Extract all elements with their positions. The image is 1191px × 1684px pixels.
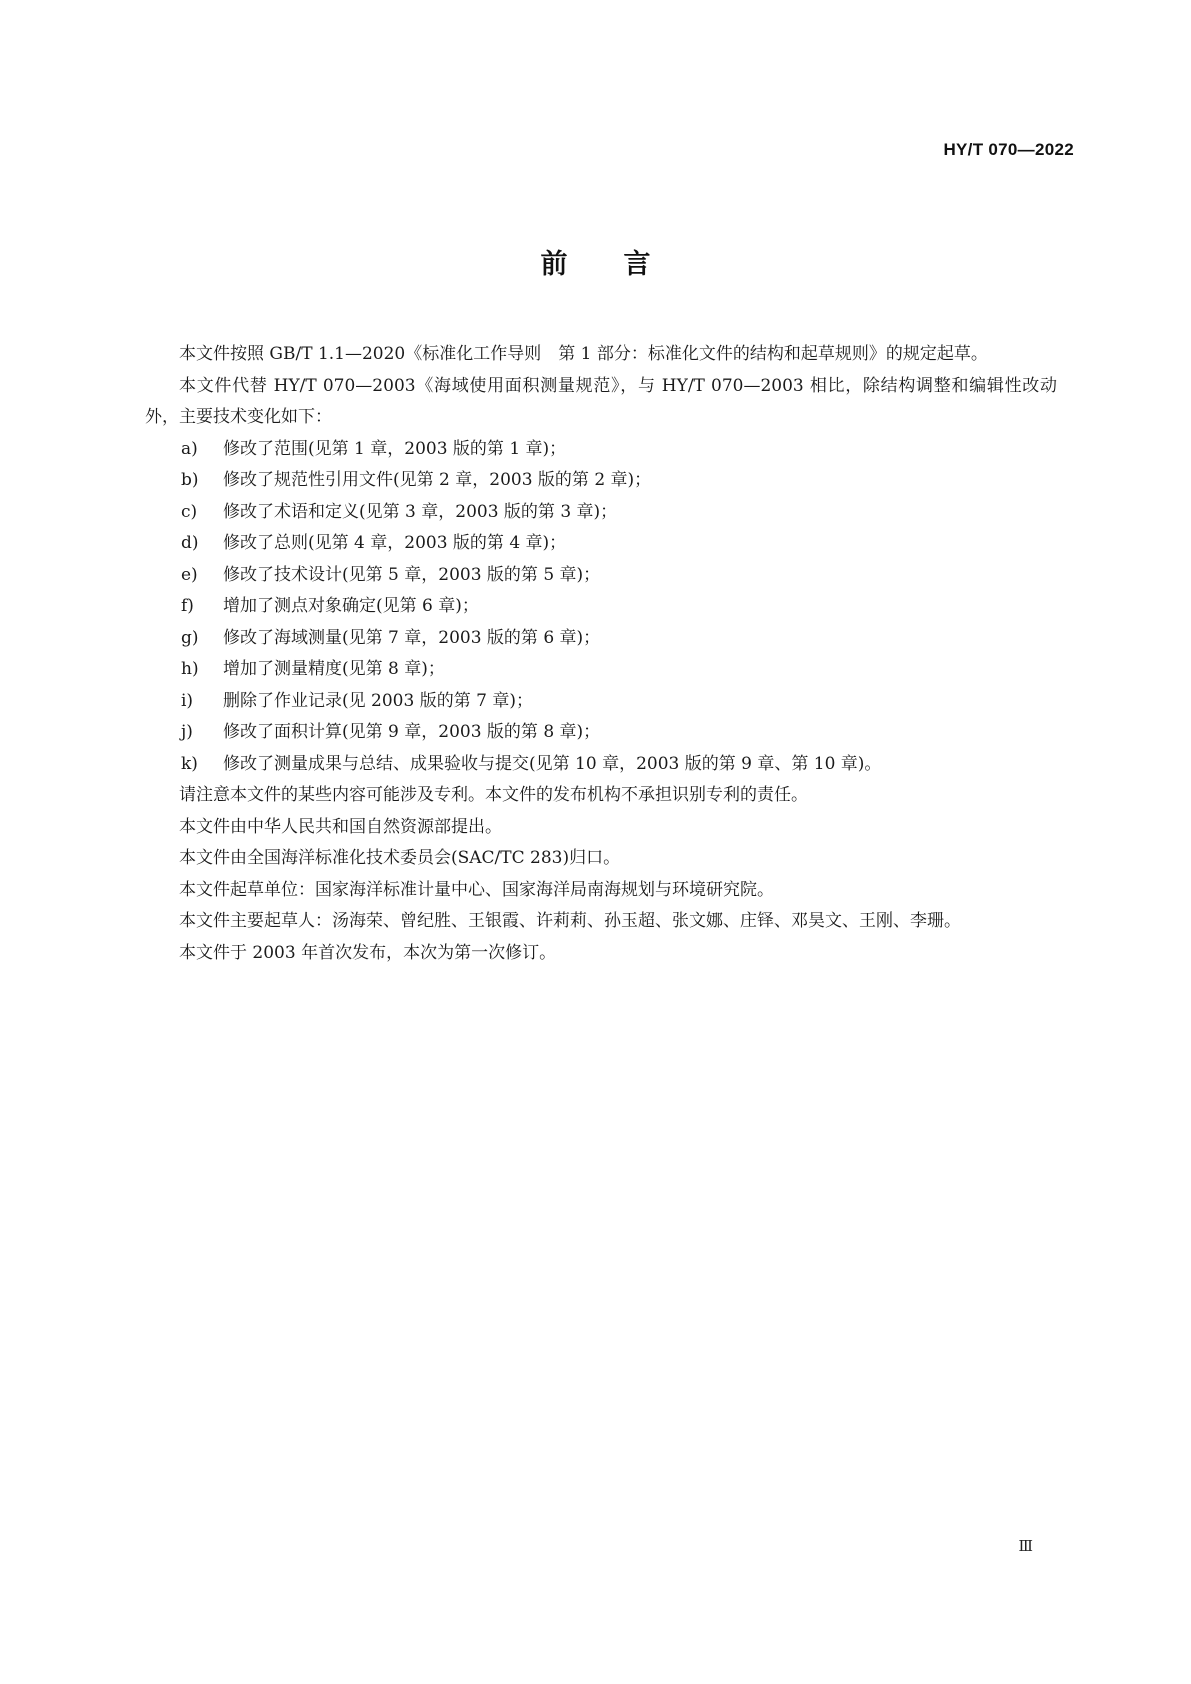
list-item-text: 修改了规范性引用文件(见第 2 章，2003 版的第 2 章)； [223, 470, 652, 490]
list-marker: i) [181, 690, 194, 711]
list-item [145, 591, 1057, 623]
list-item [145, 434, 1057, 466]
list-item [145, 717, 1057, 749]
paragraph-drafting-units: 本文件起草单位：国家海洋标准计量中心、国家海洋局南海规划与环境研究院。 [179, 879, 774, 900]
list-item-text: 增加了测量精度(见第 8 章)； [223, 659, 445, 679]
page-title: 前言 [540, 249, 707, 280]
list-item-text: 增加了测点对象确定(见第 6 章)； [223, 596, 479, 616]
standard-code: HY/T 070—2022 [943, 140, 1074, 159]
list-item [145, 497, 1057, 529]
list-item-text: 修改了测量成果与总结、成果验收与提交(见第 10 章，2003 版的第 9 章、第 10 章)。 [223, 753, 882, 774]
list-item [145, 528, 1057, 560]
paragraph-replacement: 本文件代替 HY/T 070—2003《海域使用面积测量规范》，与 HY/T 070—2003 相比，除结构调整和编辑性改动外，主要技术变化如下： [145, 375, 1057, 427]
list-marker: h) [181, 659, 199, 679]
list-item-text: 修改了范围(见第 1 章，2003 版的第 1 章)； [223, 438, 567, 459]
paragraph-drafting-basis: 本文件按照 GB/T 1.1—2020《标准化工作导则 第 1 部分：标准化文件的结构和起草规则》的规定起草。 [179, 344, 988, 364]
changes-list [145, 434, 1057, 781]
list-item [145, 560, 1057, 592]
list-marker: g) [181, 627, 199, 648]
page-number: Ⅲ [1018, 1537, 1033, 1555]
list-item [145, 686, 1057, 718]
list-marker: a) [181, 438, 198, 459]
list-item-text: 修改了技术设计(见第 5 章，2003 版的第 5 章)； [223, 564, 601, 585]
paragraph-history: 本文件于 2003 年首次发布，本次为第一次修订。 [179, 942, 557, 963]
list-marker: b) [181, 470, 199, 490]
list-item-text: 修改了术语和定义(见第 3 章，2003 版的第 3 章)； [223, 501, 618, 522]
list-item [145, 465, 1057, 497]
list-marker: c) [181, 501, 198, 522]
foreword-body [145, 339, 1057, 969]
list-marker: f) [181, 596, 194, 616]
list-item-text: 删除了作业记录(见 2003 版的第 7 章)； [223, 690, 533, 711]
paragraph-drafters: 本文件主要起草人：汤海荣、曾纪胜、王银霞、许莉莉、孙玉超、张文娜、庄铎、邓昊文、王刚、李珊。 [179, 911, 961, 931]
list-item [145, 654, 1057, 686]
paragraph-patent-notice: 请注意本文件的某些内容可能涉及专利。本文件的发布机构不承担识别专利的责任。 [179, 785, 808, 805]
paragraph-committee: 本文件由全国海洋标准化技术委员会(SAC/TC 283)归口。 [179, 848, 621, 868]
paragraph-proposer: 本文件由中华人民共和国自然资源部提出。 [179, 816, 502, 837]
list-marker: j) [181, 722, 193, 742]
list-item-text: 修改了海域测量(见第 7 章，2003 版的第 6 章)； [223, 627, 601, 648]
list-item-text: 修改了面积计算(见第 9 章，2003 版的第 8 章)； [223, 722, 601, 742]
list-item [145, 623, 1057, 655]
list-marker: d) [181, 533, 199, 553]
list-item [145, 749, 1057, 781]
list-marker: k) [181, 753, 198, 774]
list-marker: e) [181, 564, 198, 585]
list-item-text: 修改了总则(见第 4 章，2003 版的第 4 章)； [223, 533, 567, 553]
